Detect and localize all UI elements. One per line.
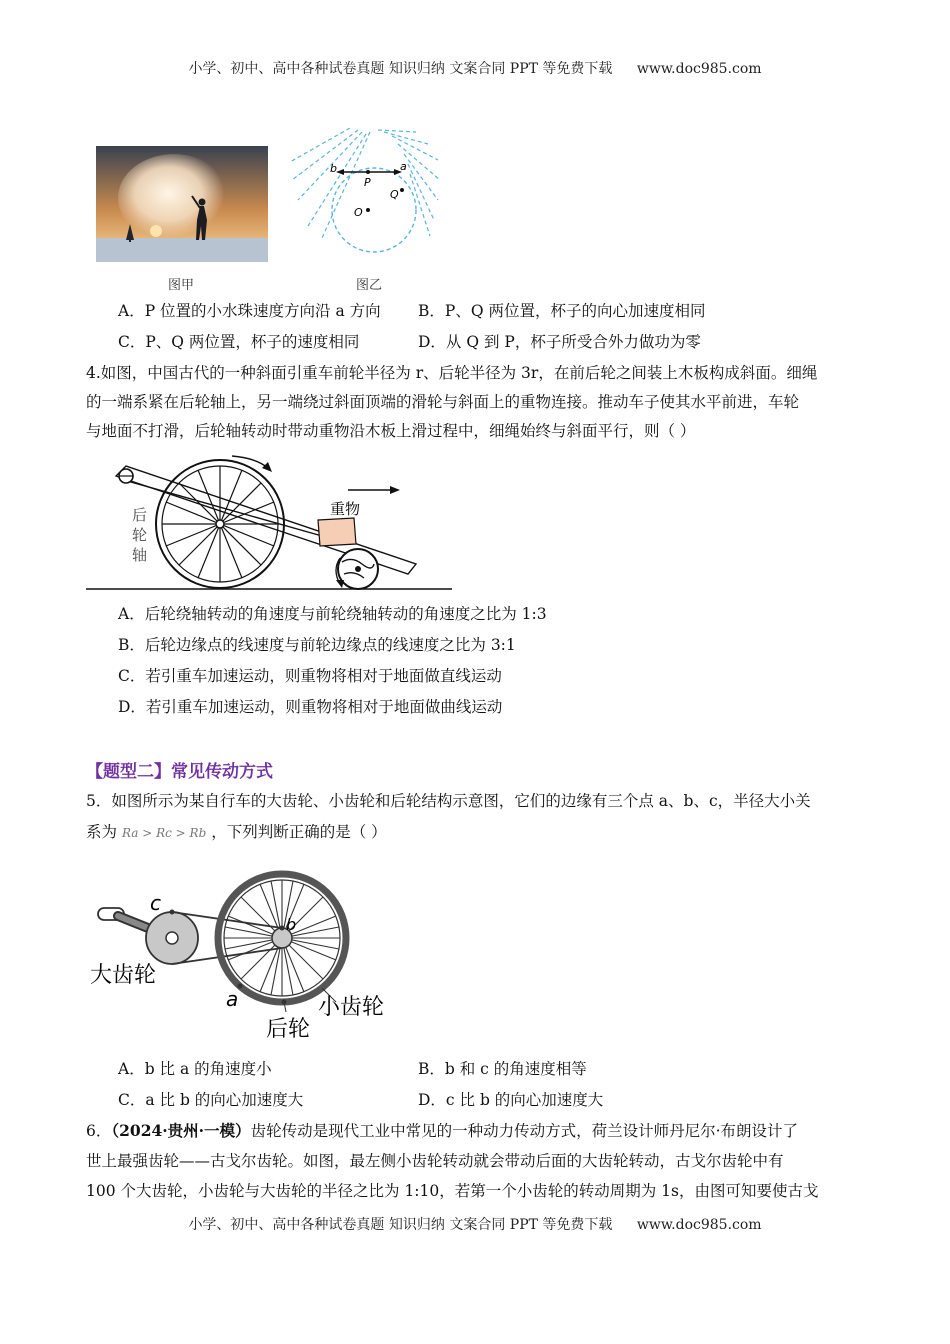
label-c: c bbox=[150, 891, 161, 915]
q5-option-c: C．a 比 b 的向心加速度大 bbox=[118, 1091, 304, 1109]
point-b bbox=[280, 926, 285, 931]
q4-stem-line-3: 与地面不打滑，后轮轴转动时带动重物沿木板上滑过程中，细绳始终与斜面平行，则（ ） bbox=[86, 422, 696, 440]
q4-option-c: C．若引重车加速运动，则重物将相对于地面做直线运动 bbox=[118, 667, 502, 685]
label-small-gear: 小齿轮 bbox=[318, 995, 385, 1020]
axle-label-2: 轮 bbox=[132, 526, 148, 544]
label-q: Q bbox=[390, 188, 399, 201]
q5-radius-relation: Ra > Rc > Rb bbox=[121, 826, 207, 840]
circle-path bbox=[332, 168, 416, 252]
q3-option-d: D．从 Q 到 P，杯子所受合外力做功为零 bbox=[418, 333, 701, 351]
weight-label: 重物 bbox=[330, 500, 361, 518]
page-header bbox=[0, 58, 950, 78]
q6-stem-line-2: 世上最强齿轮——古戈尔齿轮。如图，最左侧小齿轮转动就会带动后面的大齿轮转动，古戈尔齿轮中有 bbox=[86, 1152, 784, 1170]
footer-url[interactable]: www.doc985.com bbox=[636, 1217, 762, 1233]
q6-number: 6． bbox=[86, 1122, 112, 1140]
label-rear-wheel: 后轮 bbox=[266, 1017, 311, 1042]
label-o: O bbox=[354, 206, 363, 219]
q3-option-a: A．P 位置的小水珠速度方向沿 a 方向 bbox=[118, 302, 381, 320]
q5-bicycle-diagram bbox=[90, 868, 410, 1048]
q5-stem-line-1: 5．如图所示为某自行车的大齿轮、小齿轮和后轮结构示意图，它们的边缘有三个点 a、b、c，半径大小关 bbox=[86, 792, 811, 810]
header-url[interactable]: www.doc985.com bbox=[636, 61, 762, 77]
section-title: 【题型二】常见传动方式 bbox=[86, 762, 273, 782]
label-a: a bbox=[400, 160, 407, 173]
header-text: 小学、初中、高中各种试卷真题 知识归纳 文案合同 PPT 等免费下载 bbox=[188, 61, 613, 77]
weight-block bbox=[318, 518, 356, 546]
label-b: b bbox=[286, 915, 297, 934]
front-wheel bbox=[338, 549, 378, 589]
q5-option-a: A．b 比 a 的角速度小 bbox=[118, 1060, 272, 1078]
axle-label-1: 后 bbox=[132, 506, 148, 524]
point-q bbox=[400, 188, 404, 192]
figure-jia-photo bbox=[96, 146, 268, 262]
q4-option-d: D．若引重车加速运动，则重物将相对于地面做曲线运动 bbox=[118, 698, 503, 716]
label-b: b bbox=[330, 162, 337, 175]
q5-option-b: B．b 和 c 的角速度相等 bbox=[418, 1060, 587, 1078]
q4-cart-diagram bbox=[86, 446, 456, 596]
q4-stem-line-2: 的一端系紧在后轮轴上，另一端绕过斜面顶端的滑轮与斜面上的重物连接。推动车子使其水平前进，车轮 bbox=[86, 393, 800, 411]
q6-source: （2024·贵州·一模） bbox=[111, 1121, 251, 1140]
label-p: P bbox=[364, 176, 371, 189]
footer-text: 小学、初中、高中各种试卷真题 知识归纳 文案合同 PPT 等免费下载 bbox=[188, 1217, 613, 1233]
label-big-gear: 大齿轮 bbox=[90, 963, 157, 988]
rear-wheel bbox=[218, 874, 346, 1002]
q6-stem-line-1 bbox=[86, 1120, 798, 1142]
axle-label-3: 轴 bbox=[132, 546, 148, 564]
page-footer bbox=[0, 1214, 950, 1234]
q5-stem-prefix: 系为 bbox=[86, 823, 118, 841]
point-o bbox=[366, 208, 370, 212]
point-p bbox=[366, 170, 370, 174]
rear-wheel bbox=[156, 460, 284, 588]
q5-stem-line-2 bbox=[86, 821, 387, 844]
q5-stem-suffix: ，下列判断正确的是（ ） bbox=[211, 823, 387, 841]
q5-option-d: D．c 比 b 的向心加速度大 bbox=[418, 1091, 604, 1109]
q4-option-a: A．后轮绕轴转动的角速度与前轮绕轴转动的角速度之比为 1:3 bbox=[118, 605, 547, 623]
arrow-b bbox=[336, 169, 344, 175]
q3-option-b: B．P、Q 两位置，杯子的向心加速度相同 bbox=[418, 302, 706, 320]
q4-option-b: B．后轮边缘点的线速度与前轮边缘点的线速度之比为 3:1 bbox=[118, 636, 516, 654]
label-a: a bbox=[226, 987, 239, 1011]
q6-stem-rest: 齿轮传动是现代工业中常见的一种动力传动方式，荷兰设计师丹尼尔·布朗设计了 bbox=[250, 1122, 798, 1140]
figure-yi-diagram bbox=[288, 128, 448, 268]
figure-yi-caption: 图乙 bbox=[356, 278, 383, 293]
q4-stem-line-1: 4.如图，中国古代的一种斜面引重车前轮半径为 r、后轮半径为 3r，在前后轮之间装上木板构成斜面。细绳 bbox=[86, 364, 818, 382]
q3-option-c: C．P、Q 两位置，杯子的速度相同 bbox=[118, 333, 360, 351]
q6-stem-line-3: 100 个大齿轮，小齿轮与大齿轮的半径之比为 1:10，若第一个小齿轮的转动周期为 1s，由图可知要使古戈 bbox=[86, 1182, 819, 1200]
figure-jia-caption: 图甲 bbox=[168, 278, 195, 293]
